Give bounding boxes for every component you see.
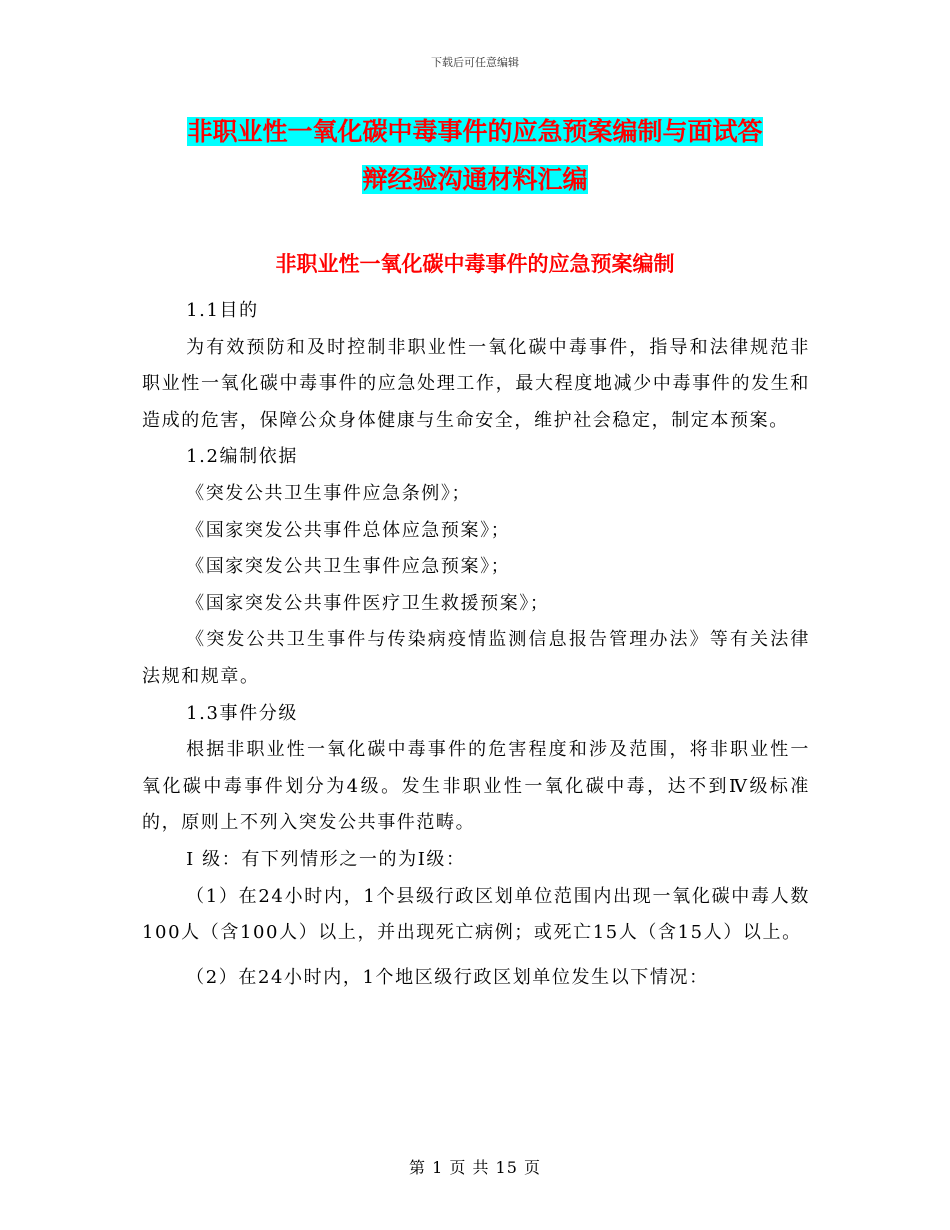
document-body — [142, 293, 810, 996]
basis-item-1: 《突发公共卫生事件应急条例》； — [186, 482, 472, 504]
level-1-item-2: （2）在24小时内，1个地区级行政区划单位发生以下情况： — [186, 966, 709, 988]
basis-item-3: 《国家突发公共卫生事件应急预案》； — [186, 556, 511, 578]
document-title-line-2: 辩经验沟通材料汇编 — [362, 165, 588, 194]
section-title: 非职业性一氧化碳中毒事件的应急预案编制 — [275, 252, 675, 276]
basis-item-5: 《突发公共卫生事件与传染病疫情监测信息报告管理办法》等有关法律法规和规章。 — [142, 629, 810, 687]
heading-1-3: 1.3事件分级 — [186, 702, 298, 724]
page-footer: 第 1 页 共 15 页 — [409, 1158, 541, 1177]
level-1-heading: Ⅰ 级：有下列情形之一的为Ⅰ级： — [186, 848, 466, 870]
basis-item-4: 《国家突发公共事件医疗卫生救援预案》； — [186, 592, 550, 614]
heading-1-1: 1.1目的 — [186, 300, 259, 321]
level-1-item-1: （1）在24小时内，1个县级行政区划单位范围内出现一氧化碳中毒人数100人（含100人）以上，并出现死亡病例；或死亡15人（含15人）以上。 — [142, 885, 810, 944]
document-title-line-1: 非职业性一氧化碳中毒事件的应急预案编制与面试答 — [187, 117, 763, 146]
paragraph-purpose: 为有效预防和及时控制非职业性一氧化碳中毒事件，指导和法律规范非职业性一氧化碳中毒事件的应急处理工作，最大程度地减少中毒事件的发生和造成的危害，保障公众身体健康与生命安全，维护社会稳定，制定本预案。 — [142, 336, 810, 431]
document-title — [140, 108, 810, 204]
heading-1-2: 1.2编制依据 — [186, 446, 298, 468]
header-note: 下载后可任意编辑 — [431, 56, 519, 69]
paragraph-grading: 根据非职业性一氧化碳中毒事件的危害程度和涉及范围，将非职业性一氧化碳中毒事件划分为4级。发生非职业性一氧化碳中毒，达不到Ⅳ级标准的，原则上不列入突发公共事件范畴。 — [142, 739, 810, 834]
basis-item-2: 《国家突发公共事件总体应急预案》； — [186, 519, 511, 541]
